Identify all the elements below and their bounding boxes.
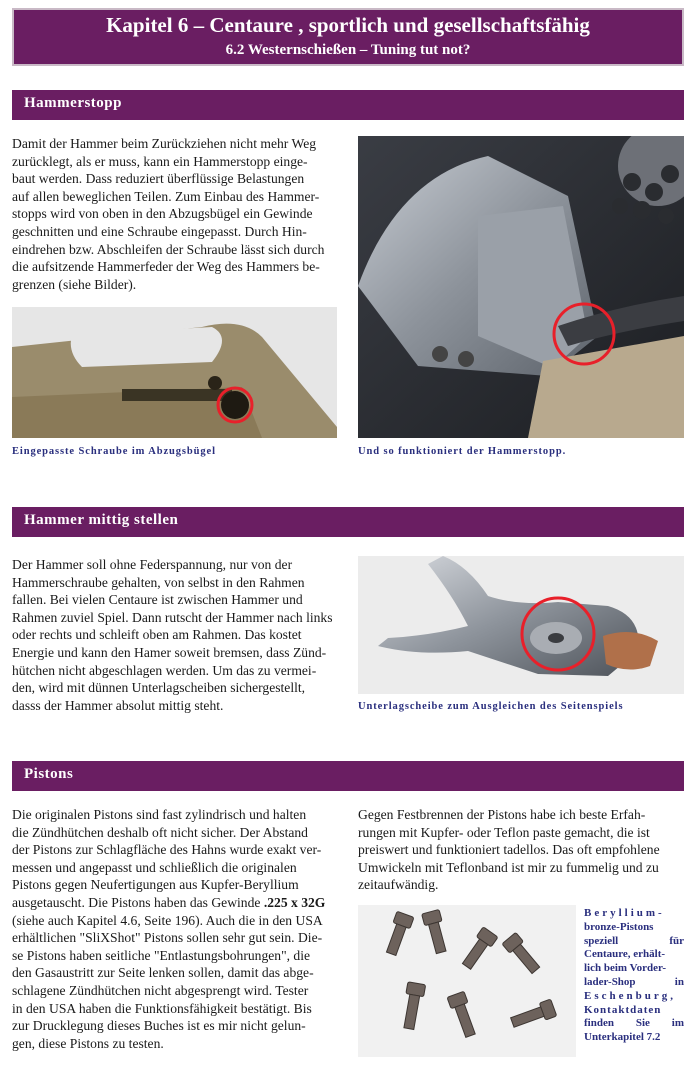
text-line: die Zündhütchen deshalb oft nicht sicher. Der Abstand xyxy=(12,824,308,840)
text-line: grenzen (siehe Bilder). xyxy=(12,276,137,292)
text-line: geschnitten und eine Schraube eingepasst. Durch Hin- xyxy=(12,223,307,239)
section-heading-text: Pistons xyxy=(24,766,74,782)
hammer-mittig-text xyxy=(12,556,347,714)
text-line: Umwickeln mit Teflonband ist mir zu fummelig und zu xyxy=(358,859,659,875)
note-line: Kontaktdaten xyxy=(584,1003,662,1016)
text-line: zur Drucklegung dieses Buches ist es mir nicht gelun- xyxy=(12,1018,306,1034)
caption-trigger-guard: Eingepasste Schraube im Abzugsbügel xyxy=(12,446,216,457)
text-line: se Pistons haben seitliche "Entlastungsbohrungen", die xyxy=(12,947,311,963)
text-line: fallen. Bei vielen Centaure ist zwischen Hammer und xyxy=(12,592,303,608)
hammer-washer-photo xyxy=(358,556,684,694)
note-line: Centaure, erhält- xyxy=(584,948,666,961)
note-line: lader-Shop in xyxy=(584,975,684,988)
note-line: Eschenburg, xyxy=(584,989,676,1002)
text-line: gen, diese Pistons zu testen. xyxy=(12,1035,164,1051)
text-line: (siehe auch Kapitel 4.6, Seite 196). Auch die in den USA xyxy=(12,912,323,928)
chapter-title: Kapitel 6 – Centaure , sportlich und gesellschaftsfähig xyxy=(106,13,590,37)
note-line: Beryllium- xyxy=(584,907,665,919)
text-line: den Gasaustritt zur Seite lenken sollen, damit das abge- xyxy=(12,965,314,981)
text-line: Rahmen zuviel Spiel. Dann rutscht der Hammer nach links xyxy=(12,609,333,625)
text-line: rungen mit Kupfer- oder Teflon paste gemacht, die ist xyxy=(358,824,650,840)
note-line: Unterkapitel 7.2 xyxy=(584,1031,661,1044)
text-line: der Pistons zur Schlagfläche des Hahns wurde exakt ver- xyxy=(12,842,322,858)
text-line: Pistons gegen Neufertigungen aus Kupfer-Beryllium xyxy=(12,877,299,893)
caption-washer: Unterlagscheibe zum Ausgleichen des Seitenspiels xyxy=(358,701,624,712)
text-line: den, wird mit dünnen Unterlagscheiben sichergestellt, xyxy=(12,680,306,696)
text-line: auf allen beweglichen Teilen. Zum Einbau des Hammer- xyxy=(12,188,320,204)
thread-spec: .225 x 32G xyxy=(263,894,326,910)
pistons-text-left xyxy=(12,806,347,1052)
text-line: die aufsitzende Hammerfeder der Weg des Hammers be- xyxy=(12,259,320,275)
chapter-banner xyxy=(12,8,684,66)
text-line: ausgetauscht. Die Pistons haben das Gewinde xyxy=(12,894,261,910)
pistons-supplier-note xyxy=(584,907,684,1045)
pistons-photo xyxy=(358,905,576,1057)
text-line: messen und angepasst und schließlich die originalen xyxy=(12,859,297,875)
text-line: Gegen Festbrennen der Pistons habe ich beste Erfah- xyxy=(358,807,646,822)
trigger-guard-photo xyxy=(12,307,337,438)
text-line: oder rechts und schleift oben am Rahmen. Das kostet xyxy=(12,627,302,643)
text-line: Der Hammer soll ohne Federspannung, nur von der xyxy=(12,557,293,572)
section-heading-text: Hammerstopp xyxy=(24,95,122,111)
section-heading-hammerstopp xyxy=(12,90,684,120)
hammerstopp-text xyxy=(12,135,347,293)
text-line: Energie und kann den Hamer soweit bremsen, dass Zünd- xyxy=(12,644,327,660)
note-line: speziell für xyxy=(584,934,684,947)
text-line: preiswert und funktioniert tadellos. Das oft empfohlene xyxy=(358,842,660,858)
note-line: bronze-Pistons xyxy=(584,920,654,933)
caption-hammerstopp: Und so funktioniert der Hammerstopp. xyxy=(358,446,567,457)
section-heading-hammer-mittig xyxy=(12,507,684,537)
revolver-hammerstopp-photo xyxy=(358,136,684,438)
text-line: dasss der Hammer absolut mittig steht. xyxy=(12,697,224,713)
text-line: Hammerschraube gehalten, von selbst in den Rahmen xyxy=(12,574,305,590)
section-heading-pistons xyxy=(12,761,684,791)
text-line-with-thread xyxy=(12,894,347,912)
text-line: stopps wird von oben in den Abzugsbügel ein Gewinde xyxy=(12,206,313,222)
text-line: zurücklegt, als er muss, kann ein Hammerstopp einge- xyxy=(12,153,308,169)
text-line: Damit der Hammer beim Zurückziehen nicht mehr Weg xyxy=(12,136,317,151)
text-line: schlagene Zündhütchen nicht abgesprengt wird. Tester xyxy=(12,982,309,998)
text-line: baut werden. Dass reduziert überflüssige Belastungen xyxy=(12,171,305,187)
chapter-subtitle: 6.2 Westernschießen – Tuning tut not? xyxy=(225,42,471,58)
note-line: finden Sie im xyxy=(584,1017,684,1030)
text-line: hütchen nicht abgeschlagen werden. Um das zu vermei- xyxy=(12,662,317,678)
pistons-text-right xyxy=(358,806,684,894)
text-line: Die originalen Pistons sind fast zylindrisch und halten xyxy=(12,807,307,822)
note-line: lich beim Vorder- xyxy=(584,962,667,975)
text-line: zeitaufwändig. xyxy=(358,877,439,893)
text-line: eindrehen bzw. Abschleifen der Schraube lässt sich durch xyxy=(12,241,325,257)
text-line: in den USA haben die Funktionsfähigkeit bestätigt. Bis xyxy=(12,1000,312,1016)
section-heading-text: Hammer mittig stellen xyxy=(24,512,179,528)
text-line: erhältlichen "SliXShot" Pistons sollen sehr gut sein. Die- xyxy=(12,930,323,946)
